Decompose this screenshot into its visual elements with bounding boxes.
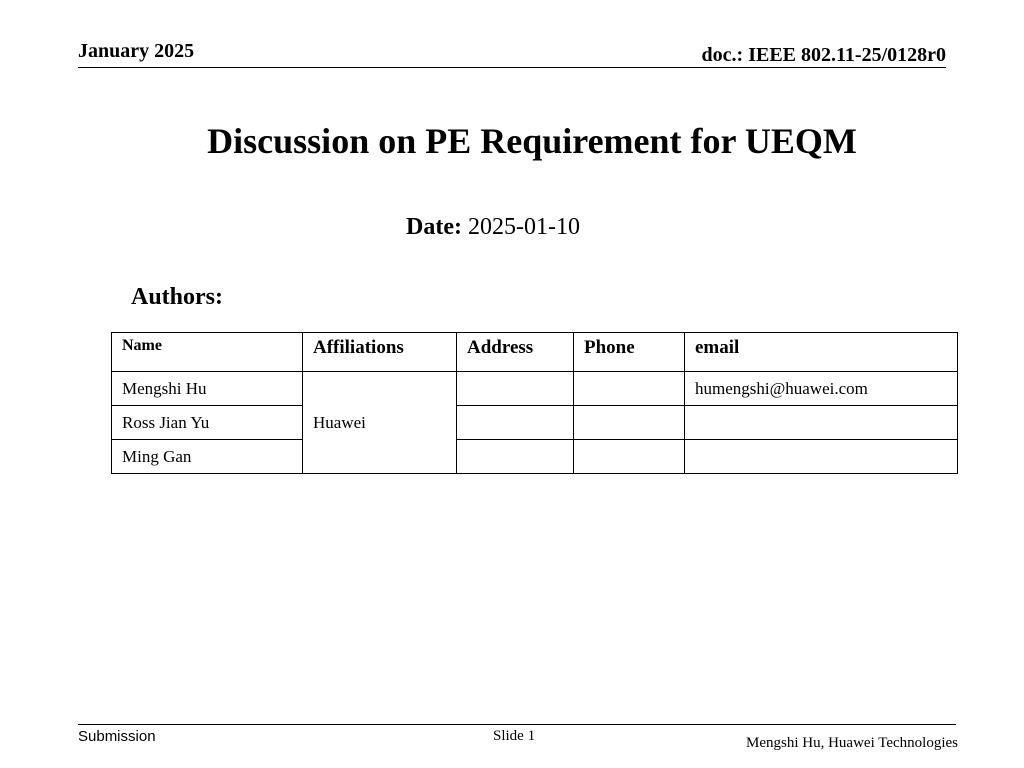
cell-phone	[574, 372, 685, 406]
authors-label: Authors:	[131, 284, 224, 310]
header-divider	[78, 67, 946, 68]
footer-divider	[78, 724, 956, 725]
cell-name: Ross Jian Yu	[112, 406, 303, 440]
header-doc-id: doc.: IEEE 802.11-25/0128r0	[701, 44, 946, 66]
date-label: Date:	[406, 214, 462, 240]
cell-email: humengshi@huawei.com	[685, 372, 958, 406]
cell-phone	[574, 406, 685, 440]
date-line	[406, 214, 580, 241]
cell-address	[457, 406, 574, 440]
header-address: Address	[457, 333, 574, 372]
header-date: January 2025	[78, 40, 195, 62]
header-name: Name	[112, 333, 303, 372]
footer-slide-number: Slide 1	[493, 728, 536, 744]
header-email: email	[685, 333, 958, 372]
authors-table	[111, 332, 958, 474]
table-row	[112, 406, 958, 440]
date-value: 2025-01-10	[467, 214, 580, 240]
cell-address	[457, 440, 574, 474]
cell-phone	[574, 440, 685, 474]
slide-title: Discussion on PE Requirement for UEQM	[207, 121, 857, 161]
cell-email	[685, 406, 958, 440]
header-affiliations: Affiliations	[303, 333, 457, 372]
cell-name: Ming Gan	[112, 440, 303, 474]
cell-name: Mengshi Hu	[112, 372, 303, 406]
footer-submission: Submission	[78, 728, 156, 745]
footer-author: Mengshi Hu, Huawei Technologies	[746, 735, 958, 751]
header-phone: Phone	[574, 333, 685, 372]
table-row	[112, 440, 958, 474]
cell-address	[457, 372, 574, 406]
cell-email	[685, 440, 958, 474]
table-header-row	[112, 333, 958, 372]
table-row	[112, 372, 958, 406]
cell-affiliation: Huawei	[303, 372, 457, 474]
